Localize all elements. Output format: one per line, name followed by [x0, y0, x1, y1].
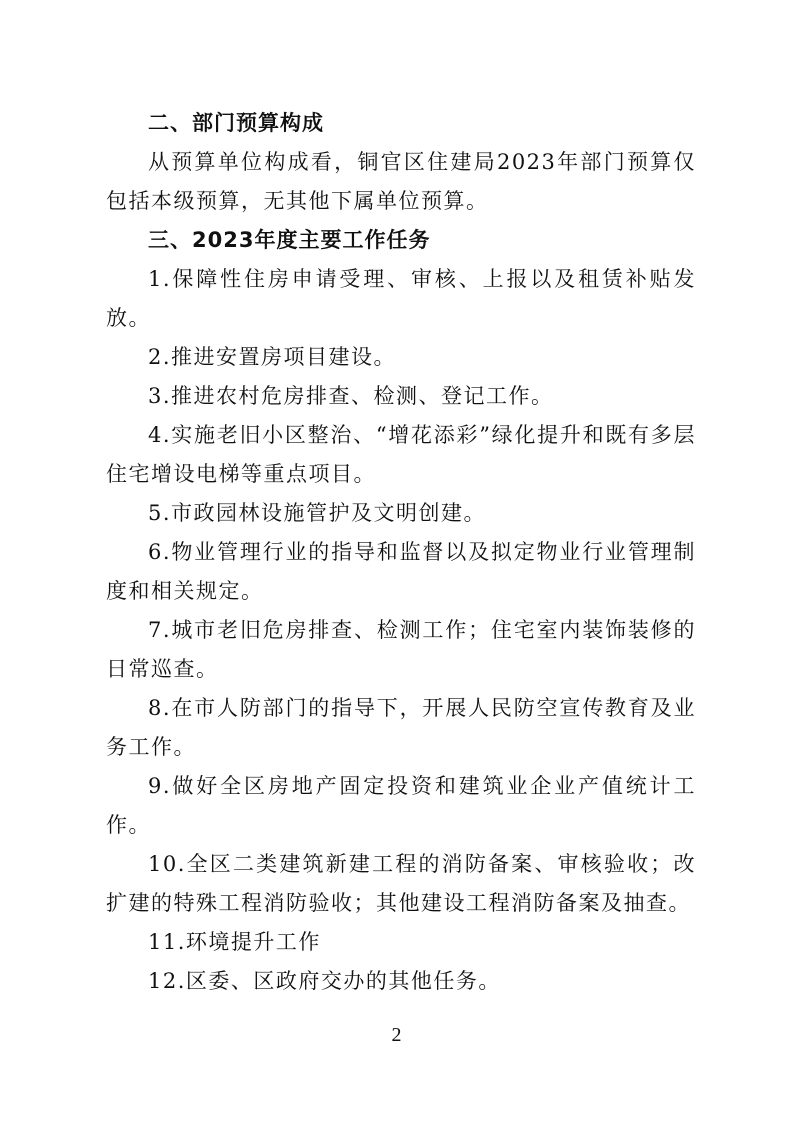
section-heading-budget-composition: 二、部门预算构成: [148, 111, 324, 135]
task-item-5: 5.市政园林设施管护及文明创建。: [148, 501, 487, 525]
task-item-7: 7.城市老旧危房排查、检测工作；住宅室内装饰装修的日常巡查。: [106, 618, 696, 681]
document-body: [106, 104, 696, 1001]
task-item-12: 12.区委、区政府交办的其他任务。: [148, 969, 501, 993]
task-item-11: 11.环境提升工作: [148, 930, 321, 954]
task-item-9: 9.做好全区房地产固定投资和建筑业企业产值统计工作。: [106, 774, 696, 837]
task-item-3: 3.推进农村危房排查、检测、登记工作。: [148, 384, 554, 408]
page-number: 2: [391, 1024, 402, 1046]
task-item-1: 1.保障性住房申请受理、审核、上报以及租赁补贴发放。: [106, 267, 696, 330]
section-heading-main-tasks: 三、2023年度主要工作任务: [148, 228, 431, 252]
budget-composition-paragraph: 从预算单位构成看，铜官区住建局2023年部门预算仅包括本级预算，无其他下属单位预算。: [106, 150, 696, 213]
task-item-6: 6.物业管理行业的指导和监督以及拟定物业行业管理制度和相关规定。: [106, 540, 696, 603]
task-item-4: 4.实施老旧小区整治、“增花添彩”绿化提升和既有多层住宅增设电梯等重点项目。: [106, 423, 696, 486]
task-item-8: 8.在市人防部门的指导下，开展人民防空宣传教育及业务工作。: [106, 696, 696, 759]
task-item-2: 2.推进安置房项目建设。: [148, 345, 397, 369]
task-item-10: 10.全区二类建筑新建工程的消防备案、审核验收；改扩建的特殊工程消防验收；其他建设工程消防备案及抽查。: [106, 852, 696, 915]
